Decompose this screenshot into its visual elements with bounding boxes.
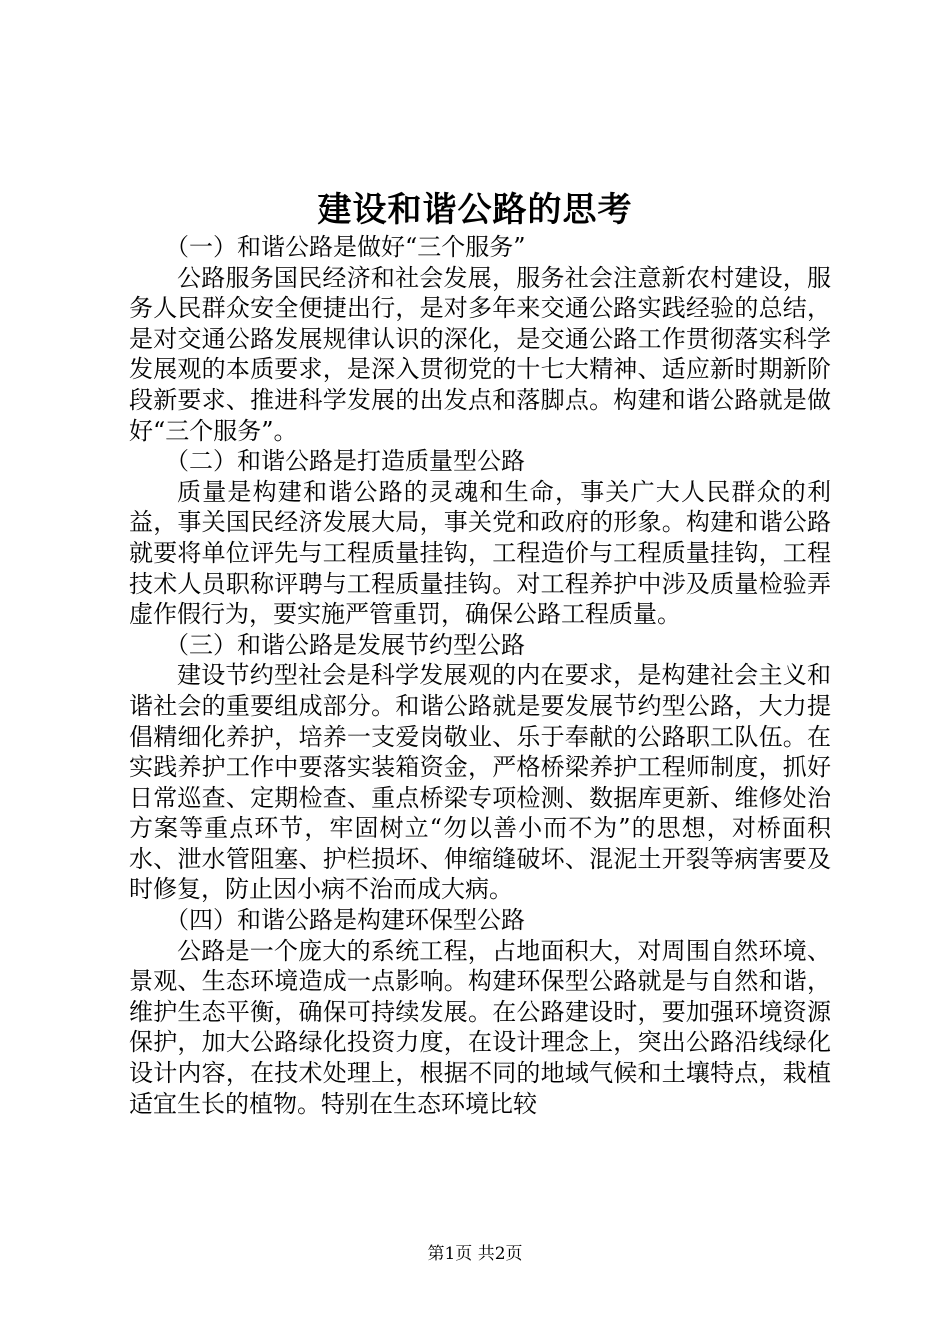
section-paragraph-3: 建设节约型社会是科学发展观的内在要求，是构建社会主义和谐社会的重要组成部分。和谐公路就是要发展节约型公路，大力提倡精细化养护，培养一支爱岗敬业、乐于奉献的公路职工队伍。在实践养护工作中要落实装箱资金，严格桥梁养护工程师制度，抓好日常巡查、定期检查、重点桥梁专项检测、数据库更新、维修处治方案等重点环节，牢固树立“勿以善小而不为”的思想，对桥面积水、泄水管阻塞、护栏损坏、伸缩缝破坏、混泥土开裂等病害要及时修复，防止因小病不治而成大病。 xyxy=(129,661,831,904)
section-paragraph-4: 公路是一个庞大的系统工程，占地面积大，对周围自然环境、景观、生态环境造成一点影响。构建环保型公路就是与自然和谐，维护生态平衡，确保可持续发展。在公路建设时，要加强环境资源保护，加大公路绿化投资力度，在设计理念上，突出公路沿线绿化设计内容，在技术处理上，根据不同的地域气候和土壤特点，栽植适宜生长的植物。特别在生态环境比较 xyxy=(129,936,831,1118)
document-title: 建设和谐公路的思考 xyxy=(317,190,633,230)
section-heading-2: （二）和谐公路是打造质量型公路 xyxy=(165,447,525,476)
section-paragraph-1: 公路服务国民经济和社会发展，服务社会注意新农村建设，服务人民群众安全便捷出行，是对多年来交通公路实践经验的总结，是对交通公路发展规律认识的深化，是交通公路工作贯彻落实科学发展观的本质要求，是深入贯彻党的十七大精神、适应新时期新阶段新要求、推进科学发展的出发点和落脚点。构建和谐公路就是做好“三个服务”。 xyxy=(129,263,831,445)
section-heading-3: （三）和谐公路是发展节约型公路 xyxy=(165,630,525,659)
document-body xyxy=(129,232,831,1119)
section-heading-1: （一）和谐公路是做好“三个服务” xyxy=(165,233,526,261)
section-paragraph-2: 质量是构建和谐公路的灵魂和生命，事关广大人民群众的利益，事关国民经济发展大局，事关党和政府的形象。构建和谐公路就要将单位评先与工程质量挂钩，工程造价与工程质量挂钩，工程技术人员职称评聘与工程质量挂钩。对工程养护中涉及质量检验弄虚作假行为，要实施严管重罚，确保公路工程质量。 xyxy=(129,477,831,629)
page-footer: 第1页 共2页 xyxy=(427,1244,523,1264)
section-heading-4: （四）和谐公路是构建环保型公路 xyxy=(165,906,525,935)
